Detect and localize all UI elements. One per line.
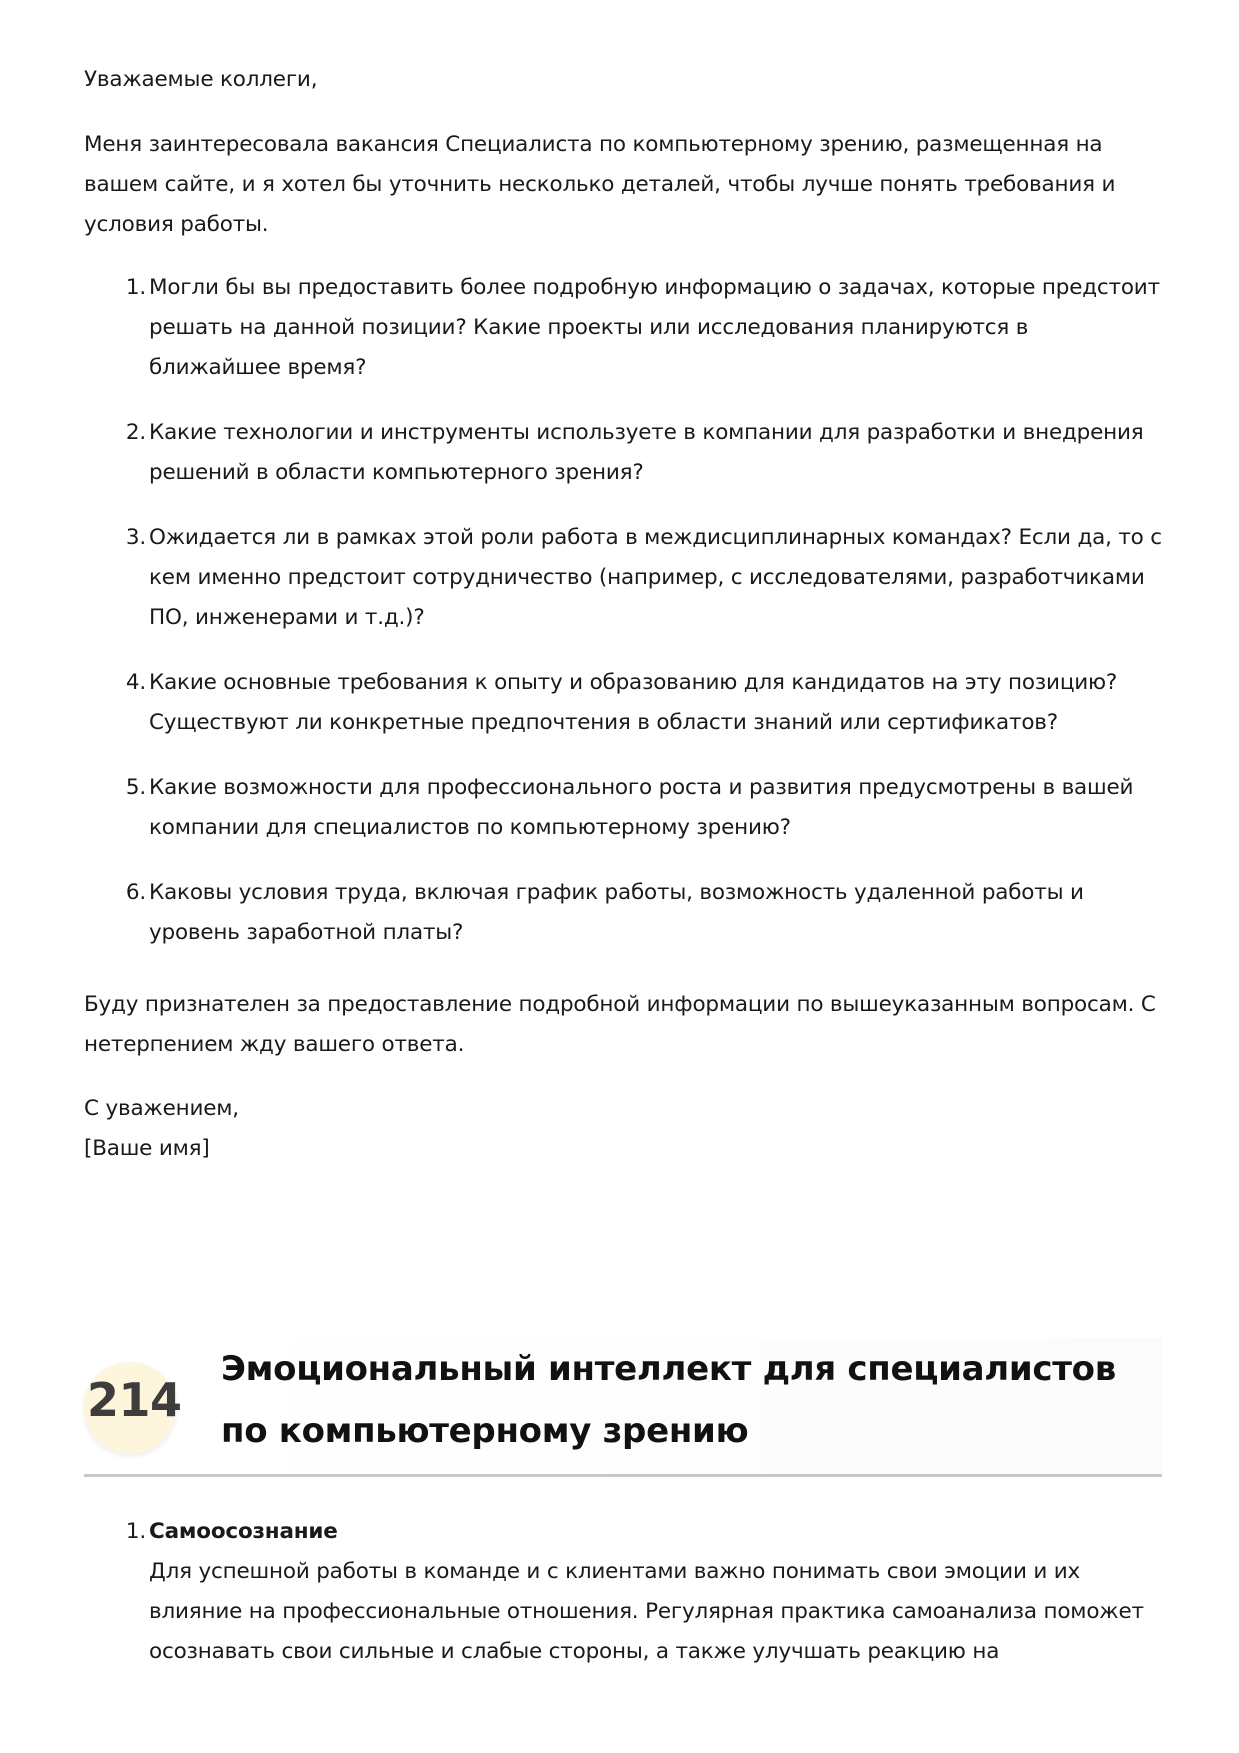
- list-item: [84, 413, 1162, 493]
- section-title: Эмоциональный интеллект для специалистов по компьютерному зрению: [221, 1349, 1116, 1451]
- list-item: [84, 663, 1162, 743]
- questions-list: [84, 268, 1162, 978]
- list-item-text: Ожидается ли в рамках этой роли работа в междисциплинарных командах? Если да, то с кем именно предстоит сотрудничество (например, с исследователями, разработчиками ПО, инженерами и т.д.)?: [149, 525, 1162, 630]
- list-item-text: Какие основные требования к опыту и образованию для кандидатов на эту позицию? Существуют ли конкретные предпочтения в области знаний или сертификатов?: [149, 670, 1118, 735]
- list-item-number: 5.: [125, 775, 146, 800]
- list-item-number: 1.: [125, 275, 146, 300]
- list-item-number: 1.: [125, 1519, 146, 1544]
- list-item-text: Какие технологии и инструменты используете в компании для разработки и внедрения решений в области компьютерного зрения?: [149, 420, 1144, 485]
- list-item-number: 4.: [125, 670, 146, 695]
- list-item-text: Могли бы вы предоставить более подробную информацию о задачах, которые предстоит решать на данной позиции? Какие проекты или исследования планируются в ближайшее время?: [149, 275, 1160, 380]
- list-item-text: Какие возможности для профессионального роста и развития предусмотрены в вашей компании для специалистов по компьютерному зрению?: [149, 775, 1134, 840]
- intro-paragraph: Меня заинтересовала вакансия Специалиста по компьютерному зрению, размещенная на вашем сайте, и я хотел бы уточнить несколько деталей, чтобы лучше понять требования и условия работы.: [84, 132, 1116, 237]
- section-header: [84, 1338, 1162, 1477]
- list-item: [84, 873, 1162, 953]
- list-item-text: Каковы условия труда, включая график работы, возможность удаленной работы и уровень заработной платы?: [149, 880, 1084, 945]
- signoff-name: [Ваше имя]: [84, 1136, 210, 1161]
- list-item: [84, 1512, 1162, 1672]
- closing-paragraph: Буду признателен за предоставление подробной информации по вышеуказанным вопросам. С нетерпением жду вашего ответа.: [84, 992, 1156, 1057]
- signoff-regards: С уважением,: [84, 1096, 239, 1121]
- list-item-content: [146, 1512, 1162, 1672]
- list-item-number: 2.: [125, 420, 146, 445]
- section-items-list: [84, 1512, 1162, 1672]
- list-item: [84, 268, 1162, 388]
- list-item-number: 6.: [125, 880, 146, 905]
- list-item-number: 3.: [125, 525, 146, 550]
- list-item-text: Для успешной работы в команде и с клиентами важно понимать свои эмоции и их влияние на профессиональные отношения. Регулярная практика самоанализа поможет осознавать свои сильные и слабые стороны, а также улучшать реакцию на: [149, 1559, 1144, 1664]
- greeting: Уважаемые коллеги,: [84, 67, 318, 92]
- list-item-heading: Самоосознание: [149, 1519, 338, 1544]
- list-item: [84, 518, 1162, 638]
- signoff: [84, 1089, 239, 1169]
- section-number: 214: [87, 1373, 182, 1427]
- list-item: [84, 768, 1162, 848]
